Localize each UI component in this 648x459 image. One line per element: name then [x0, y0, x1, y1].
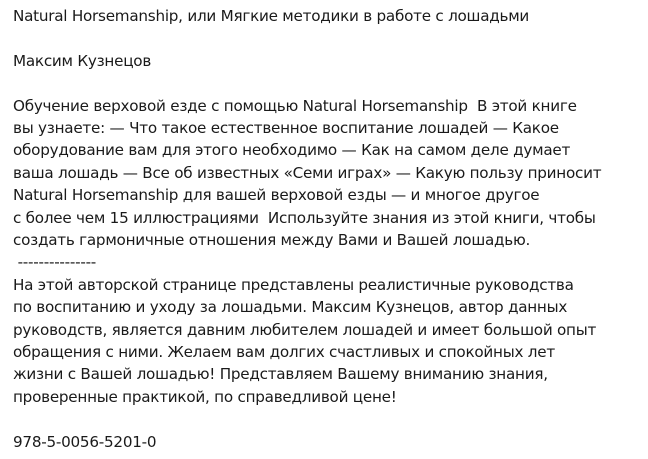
- separator-line: ---------------: [13, 253, 97, 272]
- description-line: вы узнаете: — Что такое естественное воспитание лошадей — Какое: [13, 119, 559, 137]
- isbn: 978-5-0056-5201-0: [13, 432, 157, 451]
- about-line: На этой авторской странице представлены реалистичные руководства: [13, 275, 574, 294]
- description-paragraph: [13, 95, 643, 252]
- spacer: [13, 408, 643, 430]
- description-line: с более чем 15 иллюстрациями Используйте знания из этой книги, чтобы: [13, 208, 596, 227]
- description-line: ваша лошадь — Все об известных «Семи играх» — Какую пользу приносит: [13, 163, 602, 182]
- about-line: руководств, является давним любителем лошадей и имеет большой опыт: [13, 320, 597, 339]
- description-line: создать гармоничные отношения между Вами и Вашей лошадью.: [13, 231, 531, 250]
- about-line: по воспитанию и уходу за лошадьми. Максим Кузнецов, автор данных: [13, 298, 568, 317]
- spacer: [13, 72, 643, 94]
- book-title: Natural Horsemanship, или Мягкие методики в работе с лошадьми: [13, 7, 530, 25]
- about-line: жизни с Вашей лошадью! Представляем Вашему вниманию знания,: [13, 365, 548, 384]
- book-author: Максим Кузнецов: [13, 51, 152, 70]
- description-line: оборудование вам для этого необходимо — Как на самом деле думает: [13, 141, 571, 160]
- about-author-paragraph: [13, 274, 643, 408]
- about-line: обращения с ними. Желаем вам долгих счастливых и спокойных лет: [13, 343, 555, 362]
- description-line: Обучение верховой езде с помощью Natural Horsemanship В этой книге: [13, 96, 577, 115]
- description-line: Natural Horsemanship для вашей верховой езды — и многое другое: [13, 186, 540, 205]
- about-line: проверенные практикой, по справедливой цене!: [13, 387, 397, 406]
- spacer: [13, 27, 643, 49]
- document-body: [13, 5, 643, 453]
